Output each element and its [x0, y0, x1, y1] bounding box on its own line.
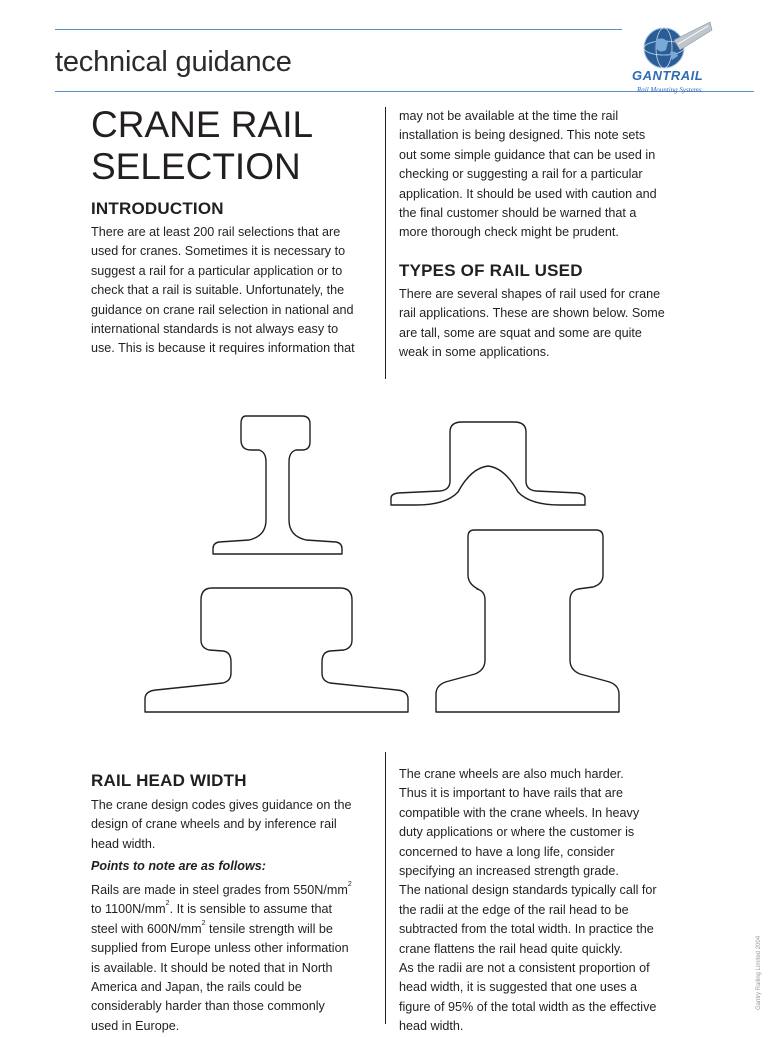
text-line: Thus it is important to have rails that are [399, 786, 623, 801]
text-line: the final customer should be warned that a [399, 206, 637, 221]
text-line: to $1100N/mm^2$. It is sensible to assume that [91, 900, 332, 917]
text-line: head width. [399, 1019, 464, 1034]
text-line: international standards is not always easy to [91, 322, 339, 337]
types-heading: TYPES OF RAIL USED [399, 261, 583, 280]
text-line: crane flattens the rail head quite quickly. [399, 941, 623, 956]
text-line: There are several shapes of rail used for crane [399, 287, 661, 301]
text-line: head width, it is suggested that one uses a [399, 980, 638, 995]
text-line: weak in some applications. [399, 345, 550, 360]
column-divider [385, 752, 386, 1024]
text-line: installation is being designed. This note sets [399, 128, 646, 143]
rail-profile-wide [145, 588, 408, 712]
rail-profile-tall [213, 416, 342, 554]
points-note: Points to note are as follows: [91, 859, 266, 873]
text-line: As the radii are not a consistent proportion of [399, 961, 650, 976]
text-line: duty applications or where the customer is [399, 825, 635, 840]
logo-tagline: Rail Mounting Systems [637, 86, 702, 94]
rail-profile-heavy [436, 530, 619, 712]
text-line: rail applications. These are shown below. Some [399, 306, 665, 321]
text-line: may not be available at the time the rail [399, 109, 619, 123]
text-line: considerably harder than those commonly [91, 999, 325, 1014]
rail-head-width-body [91, 881, 376, 1036]
text-line: used for cranes. Sometimes it is necessary to [91, 244, 346, 259]
rail-profile-squat [391, 422, 585, 505]
text-line: the radii at the edge of the rail head to be [399, 902, 629, 917]
text-line: are tall, some are squat and some are quite [399, 325, 642, 340]
text-line: The national design standards typically call for [399, 883, 657, 898]
text-line: suggest a rail for a particular application or to [91, 263, 343, 278]
text-line: America and Japan, the rails could be [91, 980, 302, 995]
title-line: SELECTION [91, 146, 301, 187]
text-line: compatible with the crane wheels. In heavy [399, 805, 640, 820]
title-line: CRANE RAIL [91, 104, 314, 145]
text-line: There are at least 200 rail selections that are [91, 225, 341, 239]
text-line: concerned to have a long life, consider [399, 844, 615, 859]
text-line: supplied from Europe unless other information [91, 941, 349, 956]
introduction-heading: INTRODUCTION [91, 199, 224, 218]
text-line: figure of 95% of the total width as the effective [399, 999, 657, 1014]
text-line: use. This is because it requires information that [91, 341, 355, 356]
rail-head-width-right-text [399, 765, 699, 1037]
copyright-note: Gantry Railing Limited 2004 [756, 935, 762, 1010]
text-line: subtracted from the total width. In practice the [399, 922, 654, 937]
text-line: is available. It should be noted that in North [91, 960, 333, 975]
text-line: design of crane wheels and by inference rail [91, 817, 337, 832]
text-line: check that a rail is suitable. Unfortunately, the [91, 283, 345, 298]
text-line: more thorough check might be prudent. [399, 225, 619, 240]
text-line: checking or suggesting a rail for a particular [399, 167, 643, 182]
text-line: application. It should be used with caution and [399, 186, 657, 201]
text-line: used in Europe. [91, 1018, 180, 1033]
section-label: technical guidance [55, 46, 292, 78]
text-line: The crane wheels are also much harder. [399, 767, 624, 781]
rail-head-width-intro [91, 796, 376, 854]
text-line: Rails are made in steel grades from $550N/mm^2$ [91, 881, 352, 897]
text-line: The crane design codes gives guidance on the [91, 798, 352, 812]
logo-brand: GANTRAIL [632, 68, 704, 83]
text-line: steel with $600N/mm^2$ tensile strength will be [91, 919, 333, 936]
rail-head-width-heading: RAIL HEAD WIDTH [91, 771, 247, 790]
text-line: guidance on crane rail selection in national and [91, 302, 354, 317]
text-line: head width. [91, 836, 156, 851]
text-line: specifying an increased strength grade. [399, 864, 619, 879]
text-line: out some simple guidance that can be used in [399, 147, 656, 162]
